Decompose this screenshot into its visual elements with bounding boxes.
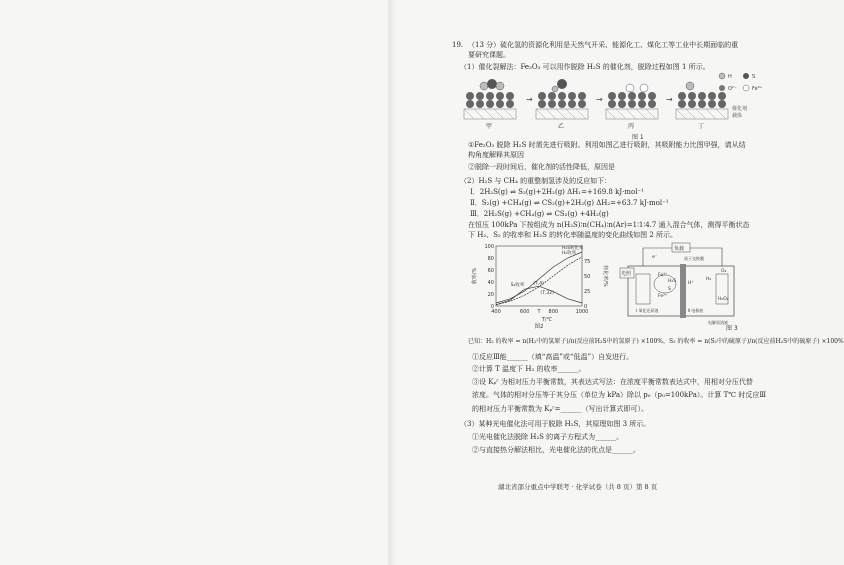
- legend-o: O²⁻: [728, 86, 737, 92]
- x-tick-label: 600: [519, 309, 530, 315]
- proton-membrane-bar: [680, 264, 686, 318]
- condition-line-1: 在恒压 100kPa 下按组成为 n(H₂S)∶n(CH₄)∶n(Ar)=1∶1∶4.7 通入混合气体，测得平衡状态: [468, 221, 750, 229]
- series-line-2: [496, 286, 582, 305]
- y-right-axis-label: 转化率/%: [602, 265, 608, 287]
- part3-title: （3）某种光电催化法可用于脱除 H₂S，其原理如图 3 所示。: [460, 420, 651, 428]
- part1-title: （1）催化裂解法：Fe₂O₃ 可以用作脱除 H₂S 的催化剂，脱除过程如图 1 所示。: [460, 63, 710, 71]
- figure-1: [460, 72, 763, 147]
- y-left-tick-label: 20: [487, 292, 494, 298]
- legend-s: S: [752, 74, 756, 80]
- part2-title: （2）H₂S 与 CH₄ 的重整制氢涉及的反应如下：: [460, 177, 612, 185]
- fig3-caption: 图 3: [726, 325, 738, 332]
- x-special-tick: T: [537, 309, 541, 315]
- y-left-tick-label: 40: [487, 280, 494, 286]
- label-h2s: H₂S: [668, 279, 677, 284]
- fig2-caption: 图2: [534, 324, 544, 330]
- x-tick-label: 1000: [575, 309, 589, 315]
- stage-label-jia: 甲: [486, 123, 493, 130]
- label-h2o2: H₂O₂: [718, 297, 729, 302]
- series-label-1: H₂收率: [562, 250, 577, 256]
- label-electrolyte: 电解质溶液: [708, 320, 728, 325]
- x-tick-label: 800: [548, 309, 559, 315]
- label-h2: H₂: [706, 277, 712, 282]
- reaction-3: Ⅲ．2H₂S(g) +CH₄(g) ⇌ CS₂(g) +4H₂(g): [470, 210, 609, 218]
- reaction-2: Ⅱ．S₂(g) +CH₄(g) ⇌ CS₂(g)+2H₂(g) ΔH₂=+63.7 kJ·mol⁻¹: [470, 199, 669, 207]
- label-light: 光照: [621, 271, 632, 277]
- svg-text:→: →: [526, 95, 533, 104]
- y-right-tick-label: 25: [584, 289, 591, 295]
- label-membrane: 质子交换膜: [684, 256, 704, 261]
- stage-bing: [606, 84, 658, 119]
- label-fe3: Fe³⁺: [658, 273, 668, 278]
- label-electron: e⁻: [652, 255, 658, 260]
- page-fold: [388, 0, 396, 565]
- figure-3: [622, 240, 752, 330]
- page-footer: 湖北省部分重点中学联考 · 化学试卷（共 8 页）第 8 页: [498, 483, 658, 491]
- y-right-tick-label: 50: [584, 274, 591, 280]
- y-right-tick-label: 0: [584, 304, 588, 310]
- annotation-2: (T,32): [540, 291, 554, 296]
- svg-text:→: →: [596, 95, 603, 104]
- figure-2-chart: [470, 240, 610, 328]
- legend-h: H: [728, 74, 732, 80]
- label-electrode-liquid: Ⅱ 电极液: [688, 308, 704, 313]
- electrode-left: [636, 274, 650, 304]
- series-label-0: H₂S转化率: [562, 246, 584, 251]
- y-left-tick-label: 0: [490, 304, 494, 310]
- label-load: 负载: [674, 246, 685, 252]
- svg-text:→: →: [666, 95, 673, 104]
- q7-line: ②与直接热分解法相比，光电催化法的优点是______。: [472, 446, 640, 454]
- stage-jia: [464, 79, 516, 119]
- q4-line: ②计算 T 温度下 H₂ 的收率______。: [472, 365, 586, 373]
- stage-label-ding: 丁: [698, 123, 705, 130]
- label-redox-liquid: Ⅰ 氧化还原液: [636, 308, 659, 313]
- q5-line-1: ③设 Kₚʳ 为相对压力平衡常数，其表达式写法：在浓度平衡常数表达式中，用相对分压代替: [472, 378, 753, 386]
- catalyst-label-2: 载体: [732, 113, 743, 119]
- q3-line: ①反应Ⅲ能______（填“高温”或“低温”）自发进行。: [472, 353, 634, 361]
- q2-line: ②脱除一段时间后，催化剂的活性降低，原因是: [468, 163, 615, 171]
- legend-fe: Fe³⁺: [752, 86, 763, 92]
- catalyst-label-1: 催化剂: [732, 106, 748, 112]
- q6-line: ①光电催化法脱除 H₂S 的离子方程式为______。: [472, 433, 624, 441]
- label-o2: O₂: [721, 269, 727, 274]
- q5-line-2: 浓度。气体的相对分压等于其分压（单位为 kPa）除以 p₀（p₀=100kPa）。计算 T℃ 时反应Ⅲ: [472, 391, 767, 399]
- question-number: 19.: [452, 41, 464, 49]
- q1-line-2: 构角度解释其原因: [468, 151, 524, 159]
- formula-line: 已知：H₂ 的收率 = n(H₂中的氢原子)/n(反应前H₂S中的氢原子) ×100%，S₂ 的收率 = n(S₂中的硫原子)/n(反应前H₂S中的硫原子) ×100%: [468, 338, 844, 345]
- y-right-tick-label: 75: [584, 259, 591, 265]
- q1-line-1: ①Fe₂O₃ 脱除 H₂S 时需先进行吸附。利用如图乙进行吸附，其吸附能力比图甲强，请从结: [468, 141, 746, 149]
- y-left-tick-label: 60: [487, 268, 494, 274]
- stage-label-yi: 乙: [558, 123, 565, 130]
- condition-line-2: 下 H₂、S₂ 的收率和 H₂S 的转化率随温度的变化曲线如图 2 所示。: [468, 231, 678, 239]
- label-h-plus: H⁺: [688, 281, 694, 286]
- x-tick-label: 400: [491, 309, 501, 315]
- q5-line-3: 的相对压力平衡常数为 Kₚʳ=______（写出计算式即可）。: [472, 405, 649, 413]
- label-fe2: Fe²⁺: [658, 294, 668, 299]
- intro-line-2: 要研究课题。: [468, 51, 510, 59]
- stage-yi: [536, 79, 588, 119]
- intro-line-1: （13 分）硫化氢的资源化利用是天然气开采、能源化工、煤化工等工业中长期面临的重: [468, 41, 739, 49]
- fig1-caption: 图 1: [632, 134, 644, 141]
- annotation-1: (T,4): [533, 281, 544, 287]
- label-s: S: [668, 287, 671, 292]
- y-left-tick-label: 80: [487, 256, 494, 262]
- series-line-0: [496, 252, 582, 303]
- y-left-tick-label: 100: [484, 244, 494, 250]
- reaction-1: Ⅰ．2H₂S(g) ⇌ S₂(g)+2H₂(g) ΔH₁=+169.8 kJ·mol⁻¹: [470, 188, 644, 196]
- series-label-2: S₂收率: [510, 283, 525, 289]
- y-left-axis-label: 收率/%: [472, 267, 478, 285]
- stage-label-bing: 丙: [628, 123, 635, 130]
- legend-fig1: [719, 73, 763, 92]
- x-axis-label: T/℃: [541, 317, 553, 323]
